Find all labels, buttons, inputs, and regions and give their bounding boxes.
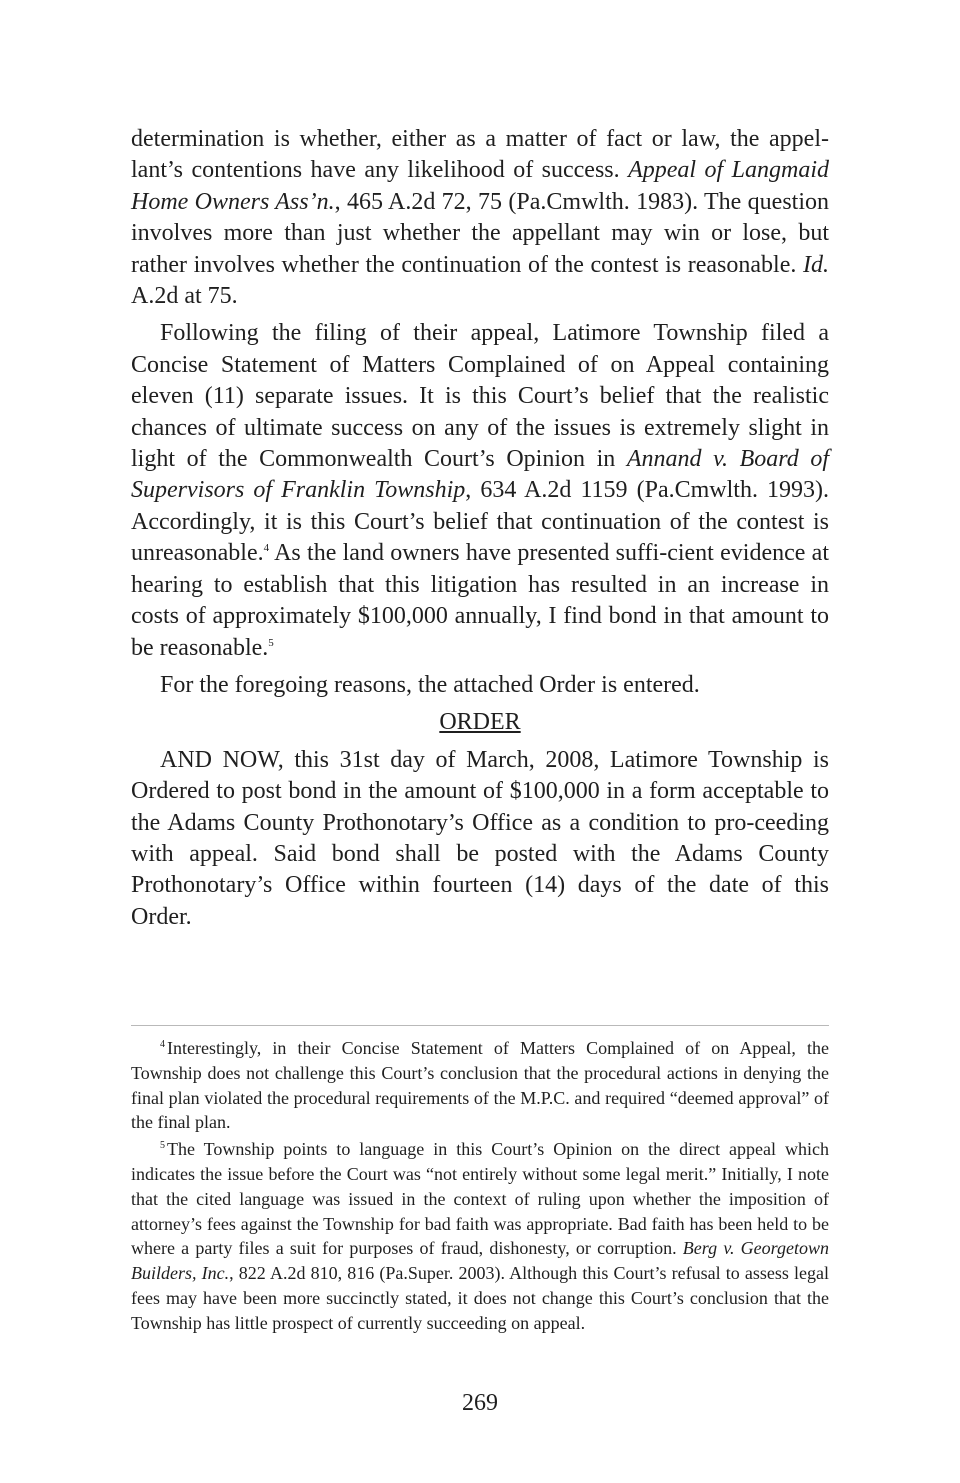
footnote-5-text-a: The Township points to language in this Court’s Opinion on the direct appeal which indicates the issue before the Court was “not entirely without some legal merit.” Initially, I note that the cited language was issued in the context of ruling upon whether the imposition of attorney’s fees against the Township for bad faith was appropriate. Bad faith has been held to be where a party files a suit for purposes of fraud, dishonesty, or corruption. [131, 1139, 829, 1259]
paragraph-appeal-discussion [131, 318, 829, 663]
p2-text-b: , 634 A.2d 1159 (Pa.Cmwlth. 1993). Accordingly, it is this Court’s belief that continuation of the contest is unreasonable. [131, 477, 829, 567]
case-citation-berg: Berg v. Georgetown Builders, Inc. [131, 1238, 829, 1284]
footnote-ref-5: 5 [268, 636, 274, 649]
case-citation-langmaid: Appeal of Langmaid Home Owners Ass’n. [131, 157, 829, 215]
paragraph-conclusion: For the foregoing reasons, the attached Order is entered. [160, 671, 700, 698]
order-heading: ORDER [439, 709, 521, 736]
footnote-divider [131, 1025, 829, 1026]
paragraph-continuation [131, 124, 829, 312]
footnote-4-mark: 4 [160, 1039, 165, 1050]
footnote-5 [131, 1137, 829, 1335]
p2-text-c: As the land owners have presented suffi-cient evidence at hearing to establish that this litigation has resulted in an increase in costs of approximately $100,000 annually, I find bond in that amount to be reasonable. [131, 540, 829, 661]
order-text: AND NOW, this 31st day of March, 2008, Latimore Township is Ordered to post bond in the amount of $100,000 in a form acceptable to the Adams County Prothonotary’s Office as a condition to pro-ceeding with appeal. Said bond shall be posted with the Adams County Prothonotary’s Office within fourteen (14) days of the date of this Order. [131, 746, 829, 930]
footnote-5-text-b: , 822 A.2d 810, 816 (Pa.Super. 2003). Although this Court’s refusal to assess legal fees may have been more succinctly stated, it does not change this Court’s conclusion that the Township has little prospect of currently succeeding on appeal. [131, 1263, 830, 1333]
p1-text-b: , 465 A.2d 72, 75 (Pa.Cmwlth. 1983). The question involves more than just whether the appellant may win or lose, but rather involves whether the continuation of the contest is reasonable. [131, 188, 830, 278]
p1-text-c: A.2d at 75. [131, 283, 238, 310]
page-number: 269 [462, 1390, 498, 1416]
p1-text-a: determination is whether, either as a matter of fact or law, the appel-lant’s contentions have any likelihood of success. [131, 126, 829, 184]
body-text [131, 124, 829, 939]
footnote-ref-4: 4 [263, 542, 270, 555]
footnotes [131, 1036, 829, 1338]
id-citation: Id. [803, 251, 829, 278]
footnote-4-text: Interestingly, in their Concise Statement of Matters Complained of on Appeal, the Township does not challenge this Court’s conclusion that the procedural actions in denying the final plan violated the procedural requirements of the M.P.C. and required “deemed approval” of the final plan. [131, 1038, 829, 1133]
footnote-4 [131, 1036, 829, 1135]
case-citation-annand: Annand v. Board of Supervisors of Franklin Township [131, 446, 829, 504]
footnote-5-mark: 5 [160, 1140, 165, 1152]
p2-text-a: Following the filing of their appeal, Latimore Township filed a Concise Statement of Matters Complained of on Appeal containing eleven (11) separate issues. It is this Court’s belief that the realistic chances of ultimate success on any of the issues is extremely slight in light of the Commonwealth Court’s Opinion in [131, 320, 829, 473]
